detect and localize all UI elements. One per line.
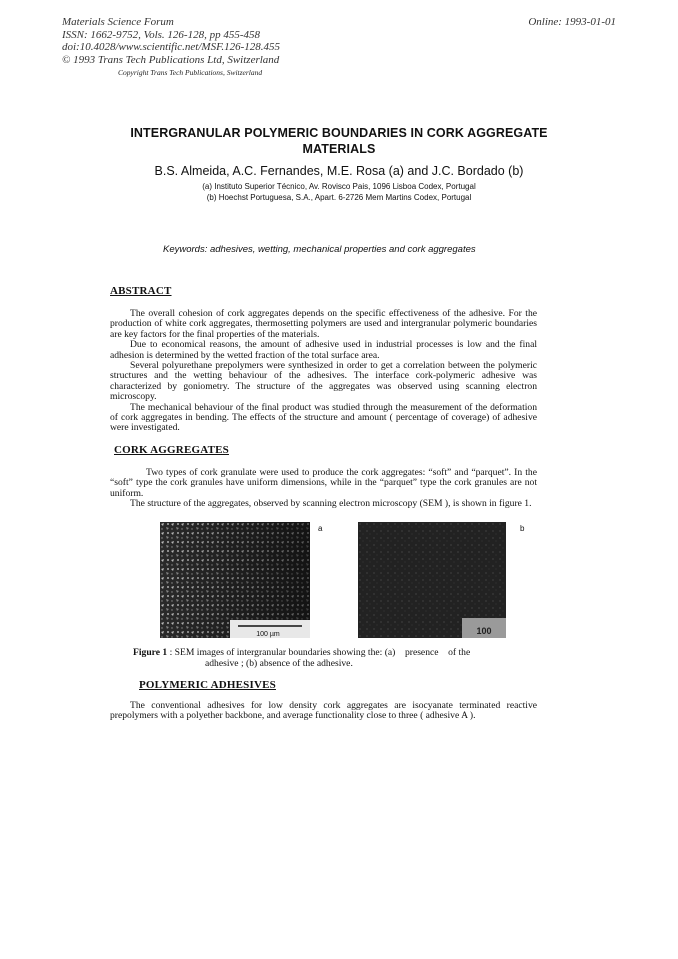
- journal-header: [62, 16, 280, 66]
- authors: B.S. Almeida, A.C. Fernandes, M.E. Rosa (a) and J.C. Bordado (b): [154, 164, 524, 178]
- journal-name: Materials Science Forum: [62, 16, 174, 28]
- paper-title: [100, 125, 578, 157]
- copyright-small: Copyright Trans Tech Publications, Switzerland: [118, 68, 263, 77]
- figure-label-b: b: [520, 524, 525, 533]
- sem-image-a: [160, 522, 310, 638]
- sem-image-b: [358, 522, 506, 638]
- cork-aggregates-body: [110, 468, 537, 510]
- title-line-2: MATERIALS: [302, 142, 376, 156]
- affiliation-b: (b) Hoechst Portuguesa, S.A., Apart. 6-2726 Mem Martins Codex, Portugal: [206, 193, 472, 202]
- caption-line-1: : SEM images of intergranular boundaries showing the: (a) presence of the: [167, 647, 471, 658]
- abstract-paragraph: The overall cohesion of cork aggregates depends on the specific effectiveness of the adhesive. For the production of white cork aggregates, thermosetting polymers are used and intergranular polymeric boundaries are key factors for the final properties of the materials.: [110, 308, 537, 340]
- abstract-paragraph: Several polyurethane prepolymers were synthesized in order to get a correlation between the polymeric structures and the wetting behaviour of the adhesives. The interface cork-polymeric adhesive was characterized by goniometry. The structure of the aggregates was observed using scanning electron microscopy.: [110, 360, 537, 403]
- affiliations: [80, 181, 598, 203]
- scale-bar-a: 100 µm: [256, 631, 280, 638]
- polymeric-adhesives-heading: POLYMERIC ADHESIVES: [139, 679, 276, 691]
- cork-paragraph: The structure of the aggregates, observed by scanning electron microscopy (SEM ), is shown in figure 1.: [130, 498, 532, 510]
- polymeric-adhesives-body: [110, 701, 537, 722]
- caption-lead: Figure 1: [133, 647, 168, 658]
- figure-caption: [133, 648, 543, 669]
- figure-label-a: a: [318, 524, 323, 533]
- keywords: Keywords: adhesives, wetting, mechanical properties and cork aggregates: [163, 244, 476, 255]
- abstract-paragraph: Due to economical reasons, the amount of adhesive used in industrial processes is low and the final adhesion is determined by the wetted fraction of the total surface area.: [110, 339, 537, 361]
- copyright-line: © 1993 Trans Tech Publications Ltd, Switzerland: [62, 53, 280, 66]
- issn-line: ISSN: 1662-9752, Vols. 126-128, pp 455-458: [62, 28, 260, 41]
- abstract-paragraph: The mechanical behaviour of the final product was studied through the measurement of the deformation of cork aggregates in bending. The effects of the structure and amount ( percentage of coverage) of adhesive were investigated.: [110, 401, 537, 434]
- scale-bar-b: 100: [476, 626, 492, 636]
- polymeric-paragraph: The conventional adhesives for low density cork aggregates are isocyanate terminated reactive prepolymers with a polyether backbone, and average functionality close to three ( adhesive A ).: [110, 700, 537, 722]
- title-line-1: INTERGRANULAR POLYMERIC BOUNDARIES IN CORK AGGREGATE: [130, 126, 548, 140]
- sem-image-a-texture: [160, 522, 310, 638]
- cork-paragraph: Two types of cork granulate were used to produce the cork aggregates: “soft” and “parquet”. In the “soft” type the cork granules have uniform dimensions, while in the “parquet” type the cork granules are not uniform.: [110, 467, 537, 499]
- doi-line: doi:10.4028/www.scientific.net/MSF.126-128.455: [62, 41, 281, 53]
- abstract-body: [110, 309, 537, 434]
- sem-image-b-texture: [358, 522, 506, 638]
- cork-aggregates-heading: CORK AGGREGATES: [114, 444, 229, 456]
- affiliation-a: (a) Instituto Superior Técnico, Av. Rovisco Pais, 1096 Lisboa Codex, Portugal: [202, 182, 476, 191]
- abstract-heading: ABSTRACT: [110, 285, 172, 297]
- online-date: Online: 1993-01-01: [528, 16, 616, 28]
- caption-line-2: adhesive ; (b) absence of the adhesive.: [205, 657, 353, 669]
